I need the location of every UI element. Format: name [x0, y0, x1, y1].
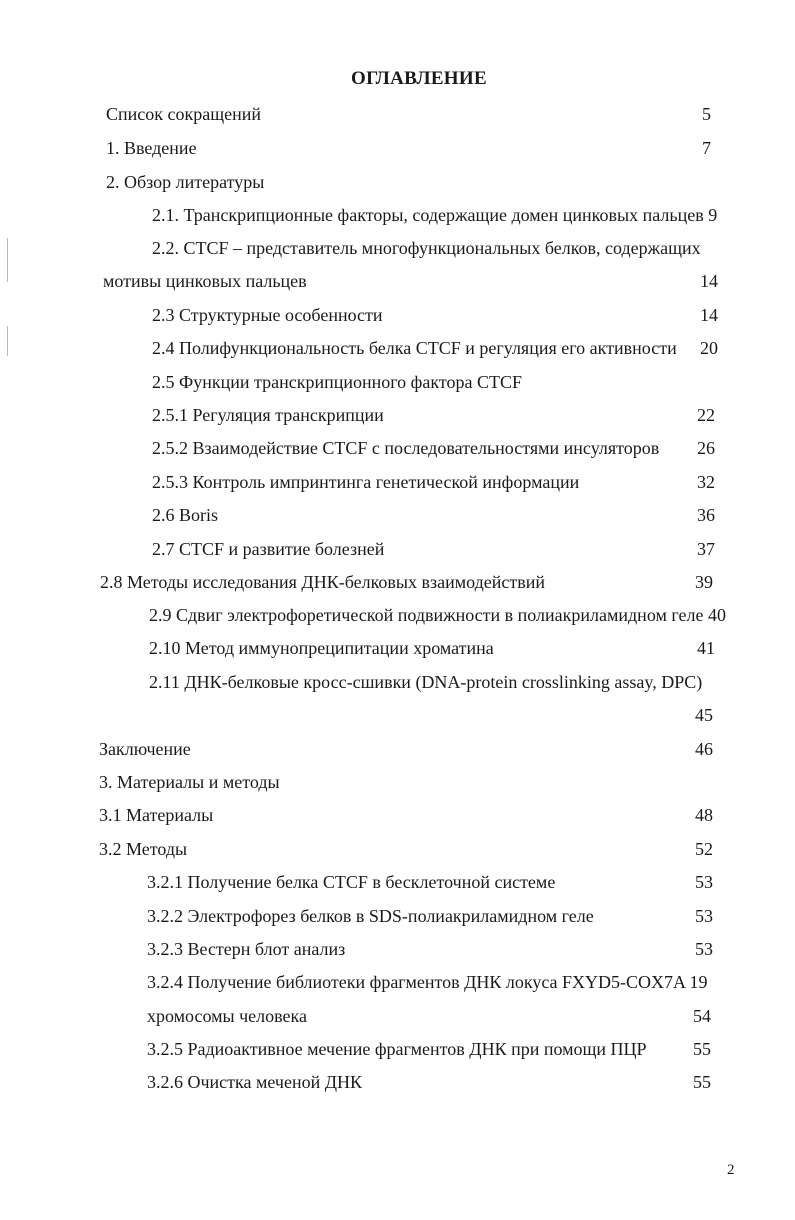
toc-entry: 2.2. CTCF – представитель многофункциональных белков, содержащих [152, 238, 701, 258]
toc-entry: 3.2 Методы [99, 839, 188, 859]
toc-entry: 2.5.1 Регуляция транскрипции [152, 405, 384, 425]
toc-entry: 2.5.3 Контроль импринтинга генетической информации [152, 472, 580, 492]
toc-page-number: 26 [697, 438, 715, 458]
toc-page-number: 48 [695, 805, 713, 825]
toc-entry: 2.9 Сдвиг электрофоретической подвижности в полиакриламидном геле 40 [149, 605, 726, 625]
scan-artifact [7, 326, 8, 356]
toc-page-number: 45 [695, 705, 713, 725]
toc-entry: 3.2.6 Очистка меченой ДНК [147, 1072, 363, 1092]
toc-page-number: 52 [695, 839, 713, 859]
toc-page-number: 41 [697, 638, 715, 658]
scan-artifact [7, 238, 8, 282]
toc-entry: 2.5 Функции транскрипционного фактора CTCF [152, 372, 522, 392]
toc-page-number: 55 [693, 1039, 711, 1059]
toc-entry: 3.2.2 Электрофорез белков в SDS-полиакриламидном геле [147, 906, 594, 926]
toc-entry: хромосомы человека [147, 1006, 307, 1026]
toc-entry: 3. Материалы и методы [99, 772, 280, 792]
toc-page-number: 14 [700, 305, 718, 325]
toc-page-number: 53 [695, 872, 713, 892]
toc-page-number: 53 [695, 906, 713, 926]
page-number: 2 [727, 1162, 735, 1178]
toc-page-number: 22 [697, 405, 715, 425]
toc-page-number: 37 [697, 539, 715, 559]
toc-entry: 2.10 Метод иммунопреципитации хроматина [149, 638, 494, 658]
toc-entry: 2.4 Полифункциональность белка CTCF и регуляция его активности [152, 338, 677, 358]
toc-entry: Заключение [99, 739, 191, 759]
toc-page-number: 54 [693, 1006, 711, 1026]
toc-page-number: 32 [697, 472, 715, 492]
toc-entry: 3.2.1 Получение белка CTCF в бесклеточной системе [147, 872, 556, 892]
toc-entry: 3.1 Материалы [99, 805, 214, 825]
toc-entry: 2.8 Методы исследования ДНК-белковых взаимодействий [100, 572, 546, 592]
toc-entry: 2.7 CTCF и развитие болезней [152, 539, 385, 559]
toc-entry: 3.2.4 Получение библиотеки фрагментов ДНК локуса FXYD5-COX7A 19 [147, 972, 708, 992]
toc-page-number: 36 [697, 505, 715, 525]
toc-entry: 2.11 ДНК-белковые кросс-сшивки (DNA-protein crosslinking assay, DPC) [149, 672, 703, 692]
toc-entry: 2. Обзор литературы [106, 172, 265, 192]
toc-page-number: 53 [695, 939, 713, 959]
toc-entry: Список сокращений [106, 104, 261, 124]
toc-page-number: 55 [693, 1072, 711, 1092]
toc-entry: 3.2.3 Вестерн блот анализ [147, 939, 346, 959]
toc-entry: мотивы цинковых пальцев [103, 271, 307, 291]
toc-title: ОГЛАВЛЕНИЕ [351, 68, 487, 89]
toc-page-number: 46 [695, 739, 713, 759]
toc-entry: 2.6 Boris [152, 505, 219, 525]
toc-entry: 2.3 Структурные особенности [152, 305, 383, 325]
toc-page-number: 39 [695, 572, 713, 592]
toc-entry: 2.5.2 Взаимодействие CTCF с последовательностями инсуляторов [152, 438, 660, 458]
toc-page-number: 20 [700, 338, 718, 358]
toc-page-number: 14 [700, 271, 718, 291]
toc-entry: 2.1. Транскрипционные факторы, содержащие домен цинковых пальцев 9 [152, 205, 718, 225]
toc-page-number: 7 [702, 138, 711, 158]
toc-page-number: 5 [702, 104, 711, 124]
toc-entry: 3.2.5 Радиоактивное мечение фрагментов ДНК при помощи ПЦР [147, 1039, 647, 1059]
toc-entry: 1. Введение [106, 138, 197, 158]
